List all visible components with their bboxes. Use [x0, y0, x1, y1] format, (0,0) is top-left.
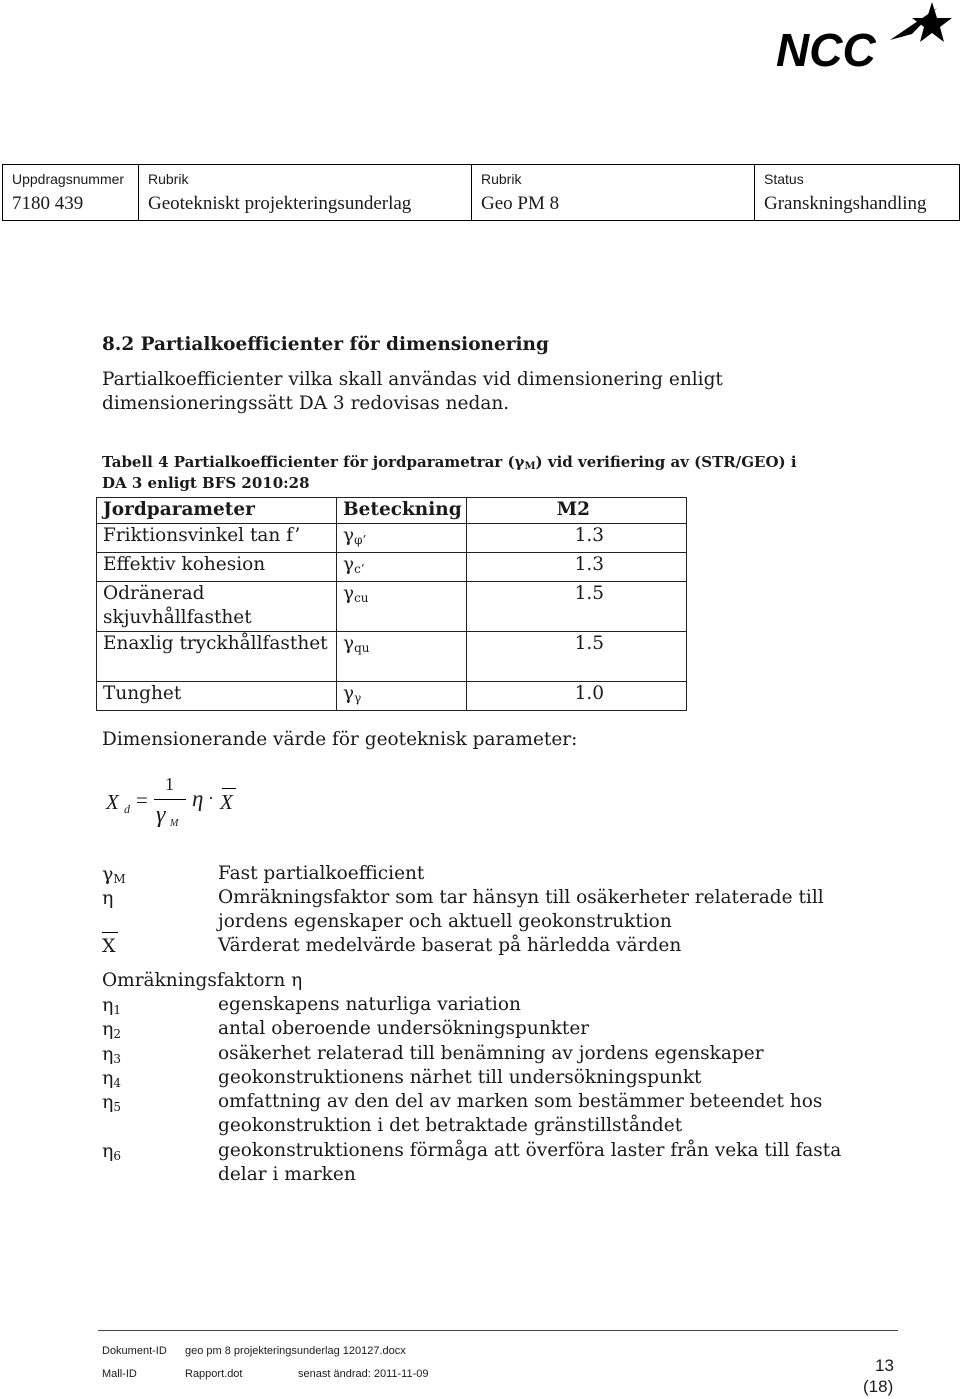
logo-text: NCC	[776, 24, 876, 72]
factor-text: osäkerhet relaterad till benämning av jordens egenskaper	[218, 1043, 764, 1064]
formula-x: X	[220, 790, 233, 814]
formula-dot: ·	[208, 788, 214, 808]
title-label: Rubrik	[148, 171, 189, 187]
table-row	[97, 682, 687, 711]
def-text-cont: jordens egenskaper och aktuell geokonstruktion	[218, 911, 672, 932]
def-text: Fast partialkoefficient	[218, 863, 425, 884]
factor-text: geokonstruktionens närhet till undersökningspunkt	[218, 1067, 702, 1088]
factor-symbol: η5	[102, 1091, 122, 1114]
row-value: 1.3	[467, 553, 687, 582]
status-label: Status	[764, 171, 804, 187]
factor-symbol: η6	[102, 1140, 122, 1163]
row-name: Tunghet	[97, 682, 337, 711]
col-header-parameter: Jordparameter	[97, 498, 337, 524]
row-name: Enaxlig tryckhållfasthet	[97, 632, 337, 682]
star-icon	[890, 2, 952, 42]
row-symbol-sub: c’	[354, 562, 365, 576]
footer-rule	[98, 1330, 898, 1331]
template-id-value: Rapport.dot	[185, 1368, 243, 1380]
formula-denominator: γ	[156, 802, 166, 828]
doc-id-value: geo pm 8 projekteringsunderlag 120127.docx	[185, 1345, 406, 1357]
header-assignment	[3, 165, 139, 220]
row-value: 1.0	[467, 682, 687, 711]
intro-line-2: dimensioneringssätt DA 3 redovisas nedan.	[102, 393, 510, 414]
row-name: Odränerad skjuvhållfasthet	[97, 582, 337, 632]
subtitle-label: Rubrik	[481, 171, 522, 187]
header-title	[139, 165, 472, 220]
table-row	[97, 553, 687, 582]
formula-overline	[222, 788, 236, 789]
def-text: Omräkningsfaktor som tar hänsyn till osäkerheter relaterade till	[218, 887, 824, 908]
assignment-value: 7180 439	[12, 193, 84, 214]
factor-symbol: η3	[102, 1043, 122, 1066]
row-symbol: γ	[343, 683, 355, 704]
factor-text-cont: geokonstruktion i det betraktade gränstillståndet	[218, 1115, 683, 1136]
page-total: (18)	[863, 1377, 894, 1396]
caption-part-b: ) vid verifiering av (STR/GEO) i	[535, 453, 797, 471]
factor-text-cont: delar i marken	[218, 1164, 356, 1185]
row-name: Friktionsvinkel tan f’	[97, 524, 337, 553]
factor-symbol: η2	[102, 1018, 122, 1041]
row-symbol: γ	[343, 554, 355, 575]
assignment-label: Uppdragsnummer	[12, 171, 125, 187]
def-symbol-x: X	[102, 935, 116, 957]
template-id-label: Mall-ID	[102, 1368, 137, 1380]
formula-denominator-sub: M	[170, 818, 179, 829]
row-symbol-sub: φ’	[354, 533, 367, 547]
ncc-logo	[772, 0, 952, 72]
factor-text: geokonstruktionens förmåga att överföra laster från veka till fasta	[218, 1140, 842, 1161]
page-number: 13	[875, 1356, 894, 1375]
intro-line-1: Partialkoefficienter vilka skall användas vid dimensionering enligt	[102, 369, 723, 390]
formula-lhs: X	[106, 790, 119, 814]
row-value: 1.3	[467, 524, 687, 553]
caption-part-a: Tabell 4 Partialkoefficienter för jordparametrar (γ	[102, 453, 525, 471]
factor-symbol: η1	[102, 994, 122, 1017]
col-header-symbol: Beteckning	[337, 498, 467, 524]
row-name: Effektiv kohesion	[97, 553, 337, 582]
doc-id-label: Dokument-ID	[102, 1345, 167, 1357]
row-symbol-sub: qu	[354, 641, 370, 655]
def-text: Värderat medelvärde baserat på härledda värden	[218, 935, 682, 956]
row-symbol: γ	[343, 583, 355, 604]
status-value: Granskningshandling	[764, 193, 927, 214]
def-symbol-eta: η	[102, 887, 114, 909]
factor-text: antal oberoende undersökningspunkter	[218, 1018, 590, 1039]
factors-title: Omräkningsfaktorn η	[102, 970, 303, 991]
formula-eta: η	[192, 786, 204, 811]
formula-equals: =	[136, 788, 148, 812]
factor-text: omfattning av den del av marken som bestämmer beteendet hos	[218, 1091, 823, 1112]
row-symbol: γ	[343, 525, 355, 546]
formula-lhs-sub: d	[124, 802, 130, 816]
title-value: Geotekniskt projekteringsunderlag	[148, 193, 412, 214]
row-value: 1.5	[467, 582, 687, 632]
row-symbol-sub: cu	[354, 591, 369, 605]
design-value-formula	[104, 772, 264, 836]
header-status	[755, 165, 959, 220]
row-symbol: γ	[343, 633, 355, 654]
section-heading: 8.2 Partialkoefficienter för dimensionering	[102, 334, 549, 355]
table-row	[97, 582, 687, 632]
partial-coefficient-table	[96, 497, 686, 704]
fraction-bar	[154, 799, 186, 800]
table-row	[97, 524, 687, 553]
table-row	[97, 632, 687, 682]
caption-sub: M	[524, 461, 536, 472]
factor-text: egenskapens naturliga variation	[218, 994, 521, 1015]
dimension-label: Dimensionerande värde för geoteknisk parameter:	[102, 729, 578, 750]
header-subtitle	[472, 165, 755, 220]
row-value: 1.5	[467, 632, 687, 682]
last-changed: senast ändrad: 2011-11-09	[298, 1368, 429, 1380]
document-header	[2, 164, 960, 221]
table-caption-line-2: DA 3 enligt BFS 2010:28	[102, 474, 310, 492]
def-symbol-gamma-m: γM	[102, 863, 126, 886]
factor-symbol: η4	[102, 1067, 122, 1090]
subtitle-value: Geo PM 8	[481, 193, 560, 214]
overline	[102, 932, 118, 933]
col-header-m2: M2	[467, 498, 687, 524]
formula-numerator: 1	[165, 774, 174, 794]
row-symbol-sub: γ	[354, 691, 362, 705]
